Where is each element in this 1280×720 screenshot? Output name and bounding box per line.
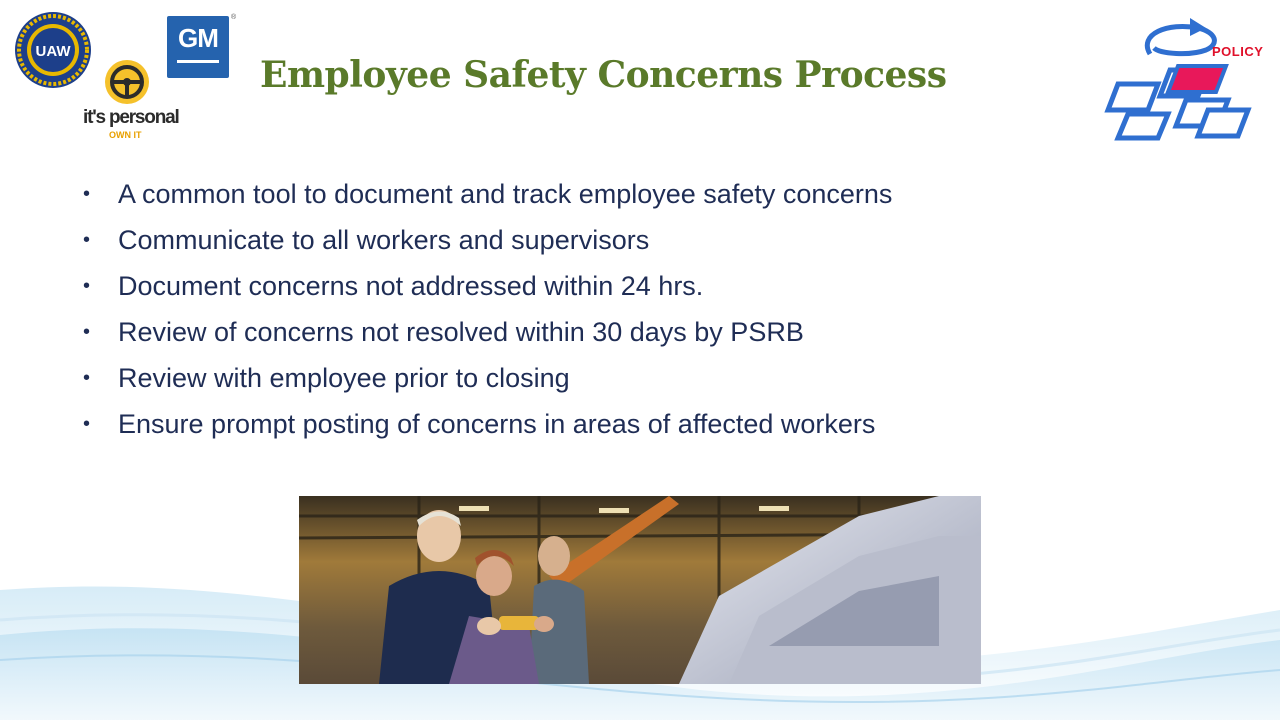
- bullet-dot-icon: •: [83, 229, 91, 251]
- policy-diagram-icon: [1098, 14, 1273, 146]
- bullet-dot-icon: •: [83, 321, 91, 343]
- bullet-item: [80, 402, 892, 448]
- bullet-dot-icon: •: [83, 413, 91, 435]
- bullet-text: Review of concerns not resolved within 30 days by PSRB: [118, 317, 804, 347]
- bullet-text: Document concerns not addressed within 24 hrs.: [118, 271, 704, 301]
- gm-registered-mark: ®: [231, 14, 237, 21]
- slide-title: Employee Safety Concerns Process: [260, 54, 947, 96]
- gm-logo-underline: [177, 60, 219, 63]
- its-personal-logo-text: it's personal: [83, 107, 179, 128]
- bullet-dot-icon: •: [83, 183, 91, 205]
- bullet-text: A common tool to document and track employee safety concerns: [118, 179, 893, 209]
- bullet-item: [80, 356, 892, 402]
- bullet-item: [80, 172, 892, 218]
- uaw-logo-text: UAW: [35, 43, 71, 60]
- gm-logo-text: GM: [178, 23, 218, 53]
- bullet-text: Review with employee prior to closing: [118, 363, 570, 393]
- bullet-text: Communicate to all workers and supervisors: [118, 225, 650, 255]
- policy-label: POLICY: [1212, 44, 1264, 59]
- bullet-text: Ensure prompt posting of concerns in areas of affected workers: [118, 409, 876, 439]
- bullet-item: [80, 264, 892, 310]
- own-it-logo-text: OWN IT: [109, 130, 142, 140]
- bullet-dot-icon: •: [83, 367, 91, 389]
- factory-workers-photo: [299, 496, 981, 684]
- bullet-dot-icon: •: [83, 275, 91, 297]
- bullet-item: [80, 218, 892, 264]
- bullet-list: [80, 172, 892, 448]
- bullet-item: [80, 310, 892, 356]
